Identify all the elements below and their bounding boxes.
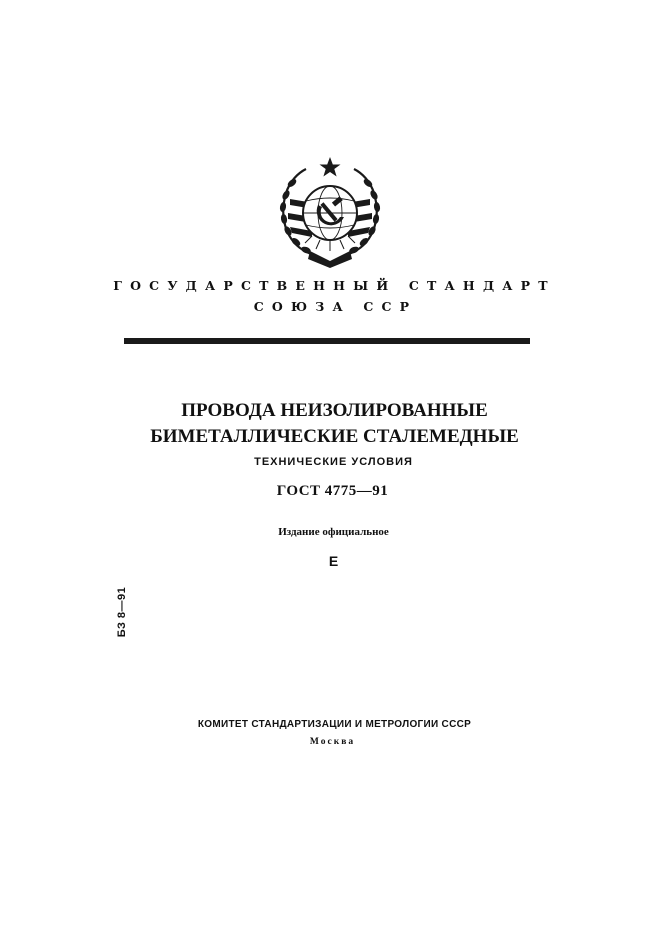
- title-line-1: ПРОВОДА НЕИЗОЛИРОВАННЫЕ: [181, 400, 488, 421]
- header-state-standard: ГОСУДАРСТВЕННЫЙ СТАНДАРТ: [113, 278, 556, 293]
- standard-number: ГОСТ 4775—91: [276, 483, 389, 499]
- coat-of-arms-emblem: [274, 155, 386, 270]
- side-code: БЗ 8—91: [116, 586, 128, 638]
- edition-label: Издание официальное: [278, 526, 389, 538]
- side-code-container: [108, 586, 136, 638]
- horizontal-rule: [124, 338, 530, 344]
- publisher: КОМИТЕТ СТАНДАРТИЗАЦИИ И МЕТРОЛОГИИ СССР: [197, 719, 472, 730]
- document-title: [0, 398, 661, 450]
- edition-mark: Е: [328, 553, 339, 569]
- title-line-2: БИМЕТАЛЛИЧЕСКИЕ СТАЛЕМЕДНЫЕ: [150, 426, 519, 447]
- document-subtitle: ТЕХНИЧЕСКИЕ УСЛОВИЯ: [254, 456, 413, 468]
- publication-city: Москва: [309, 737, 356, 747]
- header-ussr: СОЮЗА ССР: [253, 299, 418, 314]
